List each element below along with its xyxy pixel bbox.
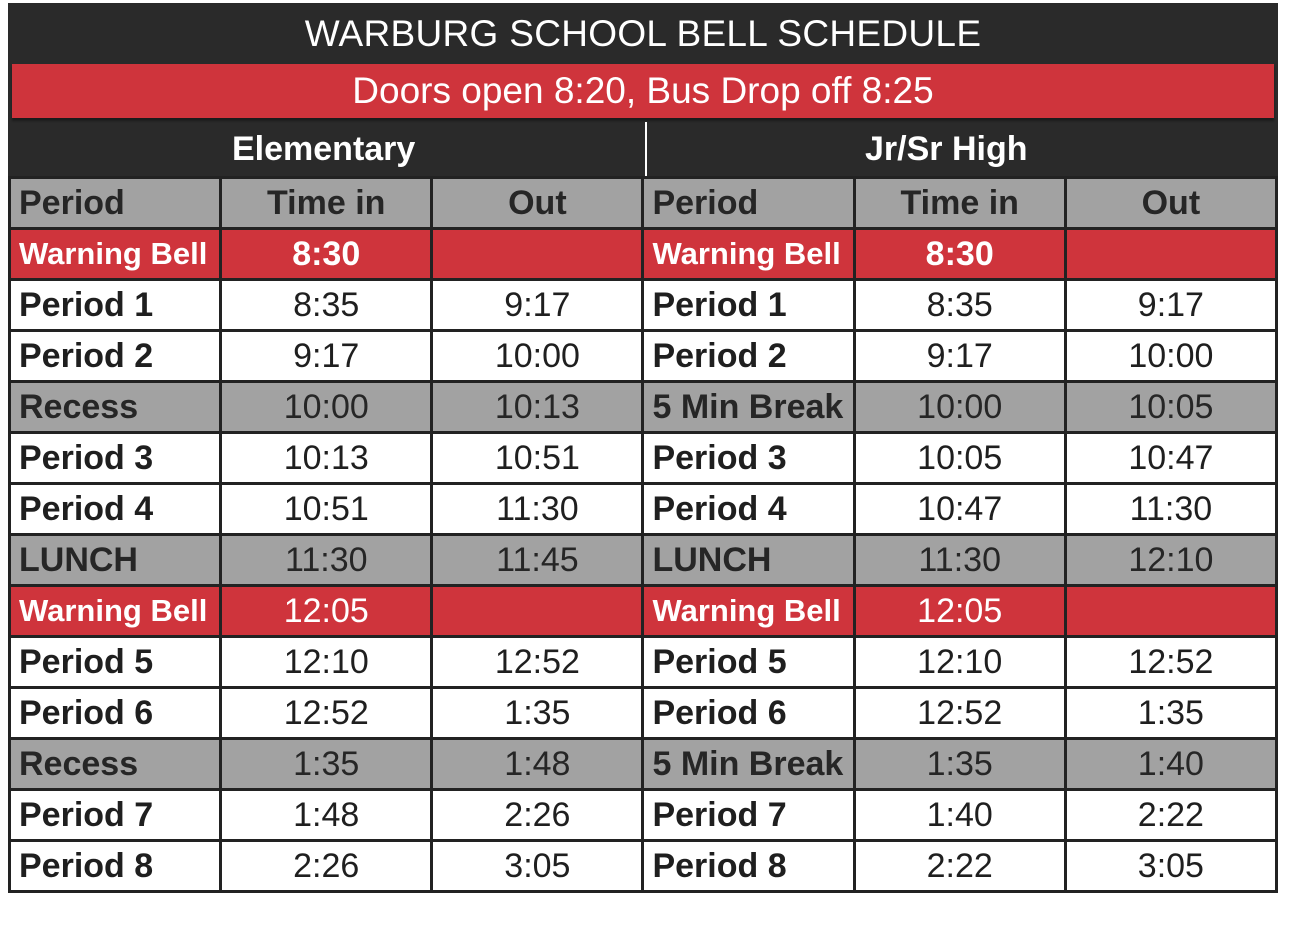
high-time-in-cell: 11:30 (854, 535, 1065, 586)
table-row (10, 790, 1277, 841)
elem-time-in-cell: 10:51 (221, 484, 432, 535)
high-time-in-cell: 1:35 (854, 739, 1065, 790)
high-time-out-cell: 10:47 (1065, 433, 1276, 484)
elem-period-name-cell: Recess (10, 739, 221, 790)
table-row (10, 280, 1277, 331)
elem-period-name-cell: Period 3 (10, 433, 221, 484)
high-time-out-cell: 3:05 (1065, 841, 1276, 892)
elem-time-in-cell: 2:26 (221, 841, 432, 892)
elem-time-in-cell: 9:17 (221, 331, 432, 382)
high-period-name-cell: Period 6 (643, 688, 854, 739)
high-period-name-cell: Period 2 (643, 331, 854, 382)
table-row (10, 433, 1277, 484)
table-row (10, 382, 1277, 433)
table-row (10, 637, 1277, 688)
elem-time-in-cell: 1:48 (221, 790, 432, 841)
elem-time-in-cell: 1:35 (221, 739, 432, 790)
high-period-name-cell: Period 8 (643, 841, 854, 892)
elem-period-name-cell: Warning Bell (10, 586, 221, 637)
elem-period-name-cell: Period 1 (10, 280, 221, 331)
high-period-name-cell: LUNCH (643, 535, 854, 586)
elem-time-out-cell: 12:52 (432, 637, 643, 688)
elem-period-name-cell: Period 2 (10, 331, 221, 382)
elem-time-out-cell: 11:30 (432, 484, 643, 535)
section-jr-sr-high: Jr/Sr High (645, 122, 1278, 176)
elem-time-in-cell: 12:10 (221, 637, 432, 688)
high-period-name-cell: Warning Bell (643, 586, 854, 637)
elem-time-in-cell: 12:05 (221, 586, 432, 637)
high-time-in-cell: 10:05 (854, 433, 1065, 484)
doors-open-notice: Doors open 8:20, Bus Drop off 8:25 (12, 64, 1274, 118)
high-time-in-cell: 10:00 (854, 382, 1065, 433)
elem-period-name-cell: Period 7 (10, 790, 221, 841)
elem-time-in-cell: 10:13 (221, 433, 432, 484)
high-time-in-cell: 8:35 (854, 280, 1065, 331)
header-high-period: Period (643, 178, 854, 229)
column-header-row (10, 178, 1277, 229)
elem-time-out-cell: 1:35 (432, 688, 643, 739)
high-time-in-cell: 8:30 (854, 229, 1065, 280)
elem-period-name-cell: Recess (10, 382, 221, 433)
elem-period-name-cell: Period 5 (10, 637, 221, 688)
elem-time-out-cell: 11:45 (432, 535, 643, 586)
high-period-name-cell: Period 3 (643, 433, 854, 484)
high-time-out-cell: 10:00 (1065, 331, 1276, 382)
high-time-out-cell: 1:35 (1065, 688, 1276, 739)
elem-time-out-cell: 10:51 (432, 433, 643, 484)
header-elem-period: Period (10, 178, 221, 229)
elem-time-out-cell: 1:48 (432, 739, 643, 790)
section-header-row (8, 122, 1278, 176)
high-time-in-cell: 12:52 (854, 688, 1065, 739)
high-period-name-cell: Warning Bell (643, 229, 854, 280)
elem-time-in-cell: 8:35 (221, 280, 432, 331)
elem-time-in-cell: 10:00 (221, 382, 432, 433)
high-time-in-cell: 12:05 (854, 586, 1065, 637)
high-time-out-cell: 9:17 (1065, 280, 1276, 331)
header-high-time-in: Time in (854, 178, 1065, 229)
high-time-out-cell: 2:22 (1065, 790, 1276, 841)
elem-time-in-cell: 8:30 (221, 229, 432, 280)
elem-time-out-cell: 10:00 (432, 331, 643, 382)
high-time-out-cell: 11:30 (1065, 484, 1276, 535)
high-time-out-cell: 12:10 (1065, 535, 1276, 586)
header-elem-out: Out (432, 178, 643, 229)
high-period-name-cell: 5 Min Break (643, 739, 854, 790)
subtitle-bar (8, 64, 1278, 122)
high-time-in-cell: 1:40 (854, 790, 1065, 841)
high-period-name-cell: Period 5 (643, 637, 854, 688)
schedule-title: WARBURG SCHOOL BELL SCHEDULE (8, 3, 1278, 64)
elem-time-out-cell (432, 229, 643, 280)
elem-time-out-cell: 3:05 (432, 841, 643, 892)
high-time-in-cell: 9:17 (854, 331, 1065, 382)
elem-time-out-cell: 9:17 (432, 280, 643, 331)
section-elementary: Elementary (232, 129, 416, 168)
elem-period-name-cell: Period 8 (10, 841, 221, 892)
table-row (10, 688, 1277, 739)
high-time-in-cell: 10:47 (854, 484, 1065, 535)
elem-period-name-cell: Warning Bell (10, 229, 221, 280)
elem-period-name-cell: Period 4 (10, 484, 221, 535)
table-row (10, 841, 1277, 892)
high-time-out-cell: 10:05 (1065, 382, 1276, 433)
header-elem-time-in: Time in (221, 178, 432, 229)
high-period-name-cell: Period 7 (643, 790, 854, 841)
high-period-name-cell: 5 Min Break (643, 382, 854, 433)
schedule-table (8, 176, 1278, 893)
high-period-name-cell: Period 1 (643, 280, 854, 331)
bell-schedule (8, 3, 1278, 893)
table-row (10, 484, 1277, 535)
elem-period-name-cell: LUNCH (10, 535, 221, 586)
high-period-name-cell: Period 4 (643, 484, 854, 535)
elem-time-in-cell: 11:30 (221, 535, 432, 586)
table-row (10, 331, 1277, 382)
elem-time-out-cell: 10:13 (432, 382, 643, 433)
high-time-out-cell (1065, 229, 1276, 280)
high-time-out-cell (1065, 586, 1276, 637)
table-row (10, 586, 1277, 637)
elem-time-in-cell: 12:52 (221, 688, 432, 739)
header-high-out: Out (1065, 178, 1276, 229)
high-time-out-cell: 1:40 (1065, 739, 1276, 790)
high-time-in-cell: 2:22 (854, 841, 1065, 892)
elem-period-name-cell: Period 6 (10, 688, 221, 739)
table-row (10, 535, 1277, 586)
table-row (10, 739, 1277, 790)
high-time-out-cell: 12:52 (1065, 637, 1276, 688)
high-time-in-cell: 12:10 (854, 637, 1065, 688)
table-row (10, 229, 1277, 280)
elem-time-out-cell (432, 586, 643, 637)
elem-time-out-cell: 2:26 (432, 790, 643, 841)
